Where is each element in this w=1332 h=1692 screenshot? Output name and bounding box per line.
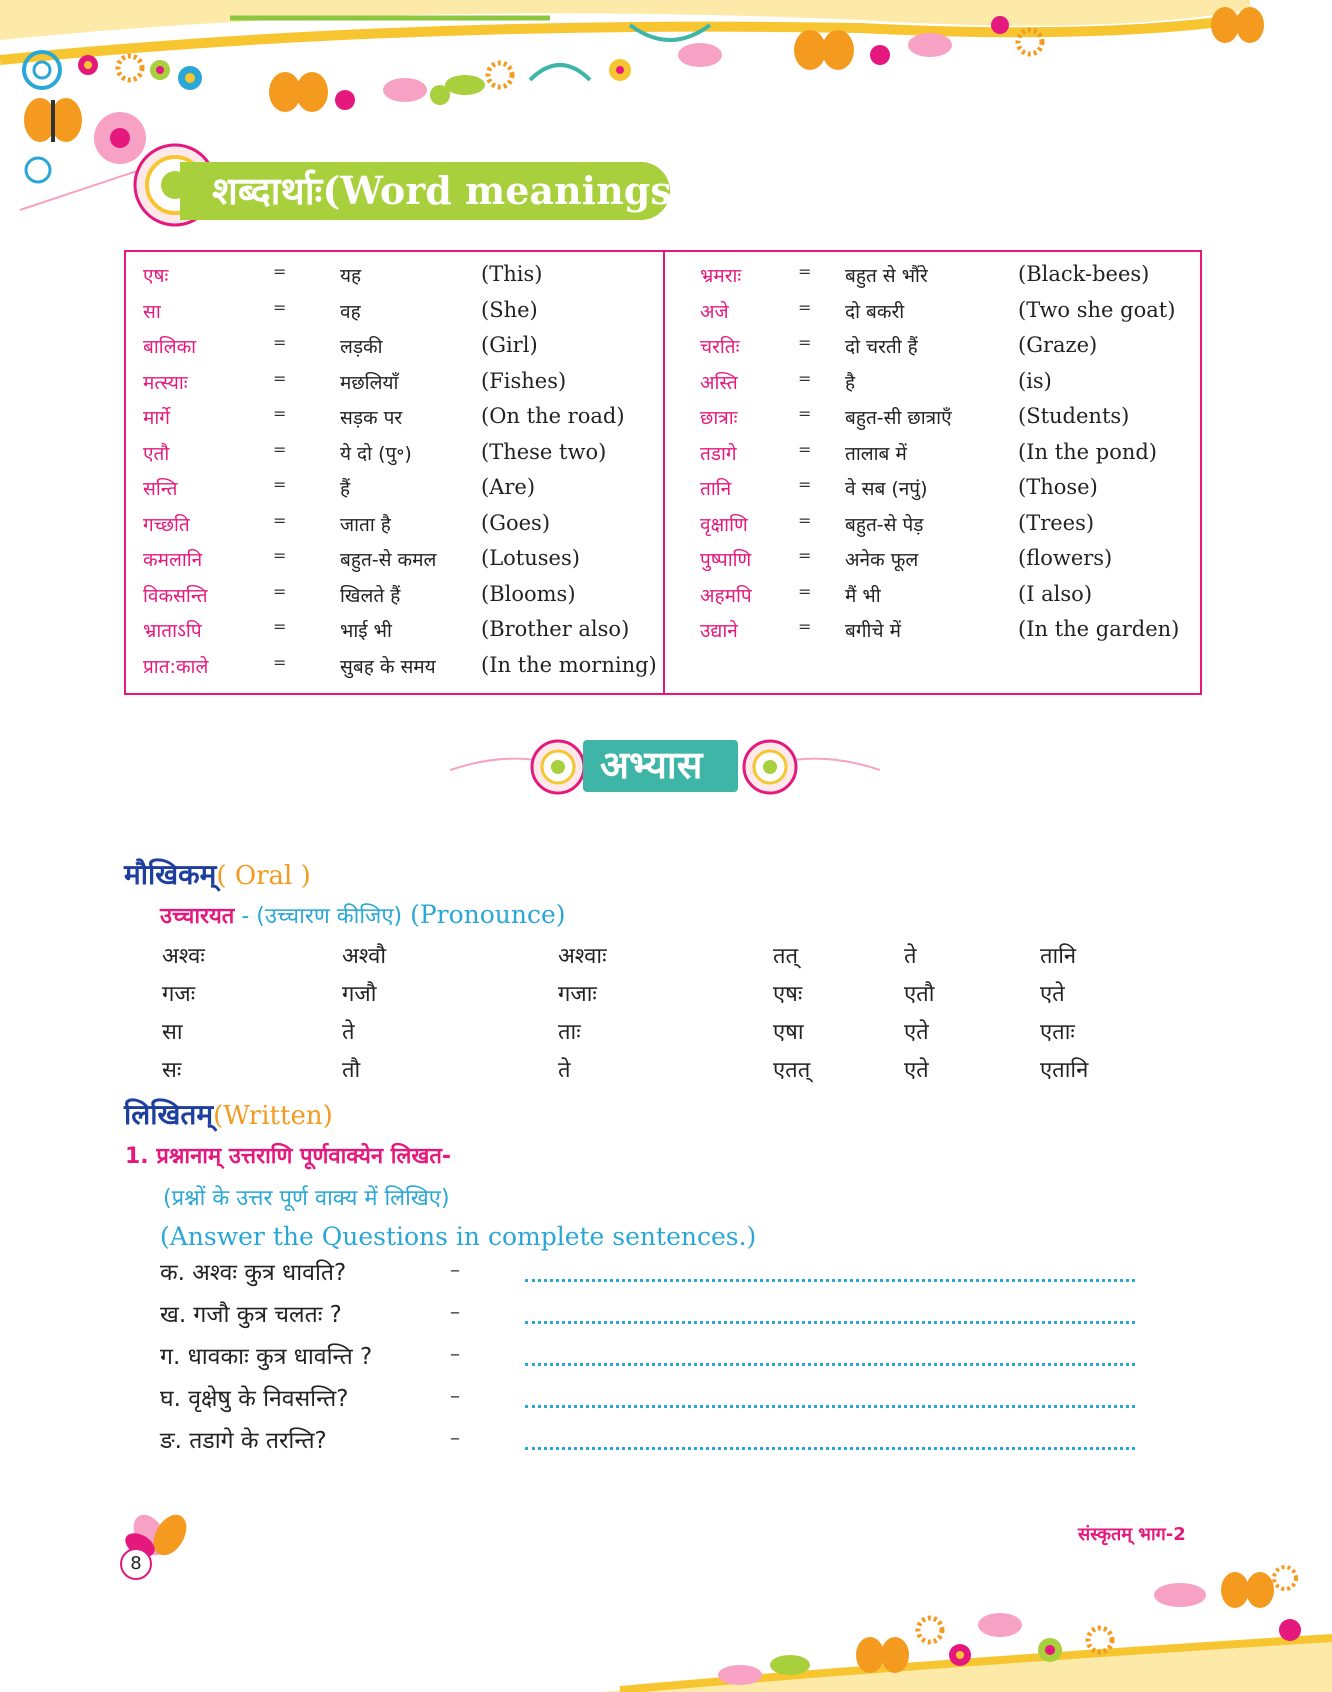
english-meaning: (Those) <box>1018 475 1098 499</box>
pronounce-word: ते <box>904 944 917 969</box>
question-dash: – <box>450 1383 460 1407</box>
target-circle-icon <box>744 741 796 793</box>
pronounce-word: तौ <box>342 1058 361 1083</box>
hindi-meaning: लड़की <box>340 336 383 358</box>
word-meaning-row <box>143 582 653 616</box>
equals-sign: = <box>273 368 287 388</box>
leaf-icon <box>445 75 485 95</box>
english-meaning: (I also) <box>1018 581 1093 606</box>
word-meaning-row <box>143 440 653 474</box>
leaf-icon <box>770 1655 810 1675</box>
pronounce-word: एते <box>1040 982 1065 1007</box>
sunburst-icon <box>488 63 512 87</box>
page-heading: शब्दार्थाः(Word meanings) <box>212 168 690 213</box>
answer-line[interactable] <box>525 1447 1135 1450</box>
butterfly-icon <box>1211 7 1264 43</box>
oral-section-title <box>124 855 311 893</box>
sanskrit-word: वृक्षाणि <box>700 513 748 536</box>
pronounce-label: उच्चारयत <box>160 904 235 929</box>
flower-icon <box>78 55 98 75</box>
question-dash: – <box>450 1257 460 1281</box>
word-meaning-row <box>700 511 1190 545</box>
pronounce-word: ते <box>558 1058 571 1083</box>
english-meaning: (Fishes) <box>481 368 567 393</box>
pronounce-word: एते <box>904 1020 929 1045</box>
flower-icon <box>949 1644 971 1666</box>
written-section-title <box>124 1095 333 1133</box>
hindi-meaning: वह <box>340 300 361 323</box>
english-meaning: (These two) <box>481 439 607 464</box>
target-circle-icon <box>532 741 584 793</box>
hindi-meaning: दो चरती हैं <box>845 336 918 358</box>
book-title: संस्कृतम् भाग-2 <box>1078 1524 1186 1545</box>
english-meaning: (Girl) <box>481 333 538 357</box>
equals-sign: = <box>798 262 812 281</box>
sanskrit-word: एषः <box>143 265 169 287</box>
english-meaning: (In the garden) <box>1018 617 1180 641</box>
pronounce-word: एते <box>904 1058 929 1083</box>
hindi-meaning: हैं <box>340 478 351 500</box>
english-meaning: (She) <box>481 297 538 322</box>
question-1-hindi: (प्रश्नों के उत्तर पूर्ण वाक्य में लिखिए) <box>163 1186 450 1211</box>
question-text: ख. गजौ कुत्र चलतः ? <box>160 1302 342 1328</box>
english-meaning: (Brother also) <box>481 617 630 641</box>
pronounce-word: अश्वौ <box>342 944 387 969</box>
swirl-icon <box>20 170 140 210</box>
pronounce-english: (Pronounce) <box>402 900 566 929</box>
sanskrit-word: मत्स्याः <box>143 371 188 394</box>
leaf-icon <box>718 1665 762 1685</box>
sanskrit-word: तडागे <box>700 442 737 465</box>
hindi-meaning: सड़क पर <box>340 407 403 429</box>
flower-icon <box>609 59 631 81</box>
hindi-meaning: ये दो (पु॰) <box>340 442 412 465</box>
hindi-meaning: बहुत-से कमल <box>340 549 437 571</box>
question-1-heading: 1. प्रश्नानाम् उत्तराणि पूर्णवाक्येन लिखत- <box>125 1144 452 1169</box>
word-meaning-row <box>700 582 1190 616</box>
sanskrit-word: चरतिः <box>700 336 740 358</box>
equals-sign: = <box>798 368 812 388</box>
equals-sign: = <box>798 333 812 352</box>
pronounce-word: गजः <box>162 982 196 1007</box>
word-meaning-row <box>700 475 1190 509</box>
sanskrit-word: गच्छति <box>143 513 190 536</box>
pronounce-word: एषः <box>773 982 803 1007</box>
leaf-icon <box>908 33 952 57</box>
answer-line[interactable] <box>525 1279 1135 1282</box>
pronounce-word: गजाः <box>558 982 597 1007</box>
english-meaning: (In the pond) <box>1018 439 1158 464</box>
hindi-meaning: बगीचे में <box>845 620 901 642</box>
leaf-icon <box>978 1613 1022 1637</box>
english-meaning: (is) <box>1018 368 1052 393</box>
sanskrit-word: सन्ति <box>143 478 178 500</box>
question-row <box>160 1381 1160 1421</box>
equals-sign: = <box>273 297 287 317</box>
hindi-meaning: सुबह के समय <box>340 655 436 678</box>
word-meaning-row <box>700 333 1190 367</box>
answer-line[interactable] <box>525 1363 1135 1366</box>
word-meaning-row <box>700 262 1190 296</box>
hindi-meaning: अनेक फूल <box>845 549 919 571</box>
flower-icon <box>870 45 890 65</box>
english-meaning: (Are) <box>481 475 536 499</box>
pronounce-word: एतानि <box>1040 1058 1089 1083</box>
equals-sign: = <box>798 439 812 459</box>
word-meaning-row <box>700 617 1190 651</box>
question-dash: – <box>450 1299 460 1323</box>
word-meaning-row <box>143 298 653 332</box>
question-text: ङ. तडागे के तरन्ति? <box>160 1428 327 1454</box>
hindi-meaning: बहुत-सी छात्राएँ <box>845 407 952 429</box>
english-meaning: (In the morning) <box>481 652 657 677</box>
pronounce-word: ताः <box>558 1020 581 1045</box>
sanskrit-word: बालिका <box>143 336 197 358</box>
pronounce-word: एषा <box>773 1020 804 1045</box>
sanskrit-word: अजे <box>700 300 729 323</box>
sanskrit-word: विकसन्ति <box>143 584 208 607</box>
flower-icon <box>178 66 202 90</box>
equals-sign: = <box>273 652 287 672</box>
word-meaning-row <box>700 440 1190 474</box>
hindi-meaning: जाता है <box>340 513 391 536</box>
word-meaning-row <box>143 511 653 545</box>
page-number: 8 <box>120 1548 152 1580</box>
hindi-meaning: भाई भी <box>340 620 392 642</box>
question-1-english: (Answer the Questions in complete sentences.) <box>160 1222 757 1251</box>
equals-sign: = <box>798 475 812 494</box>
butterfly-icon <box>1221 1572 1274 1608</box>
question-text: घ. वृक्षेषु के निवसन्ति? <box>160 1386 349 1412</box>
sanskrit-word: अहमपि <box>700 584 752 607</box>
oral-subtitle: ( Oral ) <box>216 861 311 891</box>
question-row <box>160 1297 1160 1337</box>
bottom-decorative-banner <box>0 1560 1332 1692</box>
pronounce-word: अश्वाः <box>558 944 607 969</box>
hindi-meaning: खिलते हैं <box>340 584 401 607</box>
word-meaning-row <box>143 262 653 296</box>
sanskrit-word: भ्रमराः <box>700 265 742 287</box>
sunburst-icon <box>918 1618 942 1642</box>
pronounce-word: ते <box>342 1020 355 1045</box>
equals-sign: = <box>273 262 287 281</box>
equals-sign: = <box>273 404 287 423</box>
sunburst-icon <box>1274 1567 1296 1589</box>
english-meaning: (Goes) <box>481 510 551 535</box>
english-meaning: (Trees) <box>1018 510 1095 535</box>
question-row <box>160 1423 1160 1463</box>
question-row <box>160 1255 1160 1295</box>
pronounce-word: गजौ <box>342 982 377 1007</box>
equals-sign: = <box>273 617 287 636</box>
abhyas-title: अभ्यास <box>600 743 703 787</box>
question-text: ग. धावकाः कुत्र धावन्ति ? <box>160 1344 373 1370</box>
answer-line[interactable] <box>525 1405 1135 1408</box>
equals-sign: = <box>273 510 287 530</box>
pronounce-word: एताः <box>1040 1020 1075 1045</box>
equals-sign: = <box>798 546 812 565</box>
hindi-meaning: मैं भी <box>845 584 881 607</box>
table-divider <box>663 250 665 695</box>
word-meaning-row <box>143 333 653 367</box>
word-meaning-row <box>700 546 1190 580</box>
pronounce-hindi: - (उच्चारण कीजिए) <box>234 904 403 929</box>
question-text: क. अश्वः कुत्र धावति? <box>160 1260 347 1286</box>
equals-sign: = <box>273 333 287 352</box>
word-meaning-row <box>143 475 653 509</box>
sanskrit-word: उद्याने <box>700 620 738 642</box>
flower-icon <box>94 112 146 164</box>
equals-sign: = <box>273 439 287 459</box>
word-meaning-row <box>143 546 653 580</box>
flower-icon <box>1279 1619 1301 1641</box>
english-meaning: (Lotuses) <box>481 546 580 570</box>
equals-sign: = <box>798 617 812 636</box>
equals-sign: = <box>273 546 287 565</box>
spiral-icon <box>26 158 50 182</box>
word-meaning-row <box>700 404 1190 438</box>
equals-sign: = <box>798 297 812 317</box>
question-row <box>160 1339 1160 1379</box>
sanskrit-word: अस्ति <box>700 371 738 394</box>
leaf-icon <box>678 43 722 67</box>
butterfly-icon <box>794 30 854 70</box>
hindi-meaning: तालाब में <box>845 442 907 465</box>
sanskrit-word: एतौ <box>143 442 170 465</box>
equals-sign: = <box>273 475 287 494</box>
sanskrit-word: सा <box>143 300 161 323</box>
pronounce-instruction <box>160 900 566 930</box>
english-meaning: (Two she goat) <box>1018 297 1176 322</box>
hindi-meaning: यह <box>340 265 362 287</box>
pronounce-word: सः <box>162 1058 182 1083</box>
equals-sign: = <box>798 581 812 601</box>
hindi-meaning: है <box>845 371 856 394</box>
hindi-meaning: बहुत-से पेड़ <box>845 513 924 536</box>
flower-icon <box>1038 1638 1062 1662</box>
written-subtitle: (Written) <box>213 1101 333 1131</box>
hindi-meaning: दो बकरी <box>845 300 905 323</box>
pronounce-word: सा <box>162 1020 183 1045</box>
word-meaning-row <box>700 369 1190 403</box>
swirl-icon <box>530 65 590 80</box>
pronounce-word: तानि <box>1040 944 1077 969</box>
hindi-meaning: बहुत से भौंरे <box>845 265 928 287</box>
english-meaning: (Graze) <box>1018 333 1098 357</box>
pronounce-word: अश्वः <box>162 944 205 969</box>
english-meaning: (flowers) <box>1018 546 1113 570</box>
flower-icon <box>335 90 355 110</box>
word-meaning-row <box>700 298 1190 332</box>
sanskrit-word: भ्राताऽपि <box>143 620 202 642</box>
sunburst-icon <box>118 56 142 80</box>
butterfly-icon <box>269 72 328 112</box>
equals-sign: = <box>798 510 812 530</box>
flower-icon <box>150 60 170 80</box>
answer-line[interactable] <box>525 1321 1135 1324</box>
hindi-meaning: मछलियाँ <box>340 371 399 394</box>
oral-title: मौखिकम् <box>124 858 217 891</box>
pronounce-word: तत् <box>773 944 799 969</box>
leaf-icon <box>1154 1583 1206 1607</box>
sanskrit-word: तानि <box>700 478 732 500</box>
sunburst-icon <box>1088 1628 1112 1652</box>
hindi-meaning: वे सब (नपुं) <box>845 478 928 500</box>
english-meaning: (Students) <box>1018 404 1130 428</box>
word-meaning-row <box>143 617 653 651</box>
english-meaning: (This) <box>481 262 543 286</box>
pronounce-word: एतौ <box>904 982 935 1007</box>
sanskrit-word: प्रात:काले <box>143 655 209 678</box>
question-dash: – <box>450 1341 460 1365</box>
word-meaning-row <box>143 404 653 438</box>
sanskrit-word: कमलानि <box>143 549 203 571</box>
english-meaning: (Blooms) <box>481 581 576 606</box>
question-dash: – <box>450 1425 460 1449</box>
leaf-icon <box>383 78 427 102</box>
written-title: लिखितम् <box>124 1098 214 1131</box>
english-meaning: (On the road) <box>481 404 625 428</box>
english-meaning: (Black-bees) <box>1018 262 1150 286</box>
butterfly-icon <box>24 98 82 142</box>
equals-sign: = <box>273 581 287 601</box>
flower-icon <box>991 16 1009 34</box>
sanskrit-word: छात्राः <box>700 407 738 429</box>
sanskrit-word: पुष्पाणि <box>700 549 752 571</box>
word-meaning-row <box>143 369 653 403</box>
pronounce-word: एतत् <box>773 1058 811 1083</box>
sanskrit-word: मार्गे <box>143 407 170 429</box>
equals-sign: = <box>798 404 812 423</box>
word-meaning-row <box>143 652 657 687</box>
